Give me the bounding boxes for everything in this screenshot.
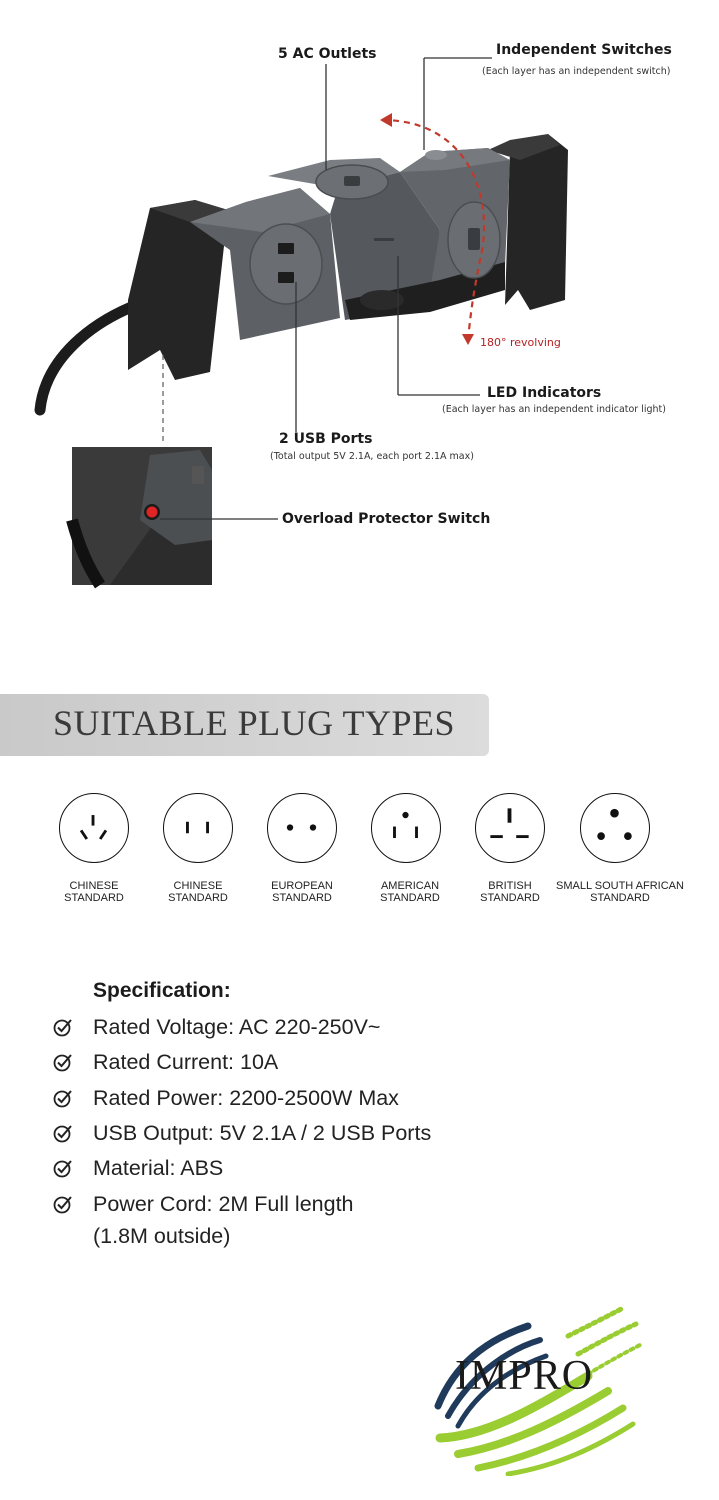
spec-item: Material: ABS [52, 1152, 223, 1184]
plug-label-south-african: SMALL SOUTH AFRICAN STANDARD [556, 880, 684, 904]
check-circle-icon [52, 1157, 74, 1179]
spec-item: Rated Voltage: AC 220-250V~ [52, 1011, 380, 1043]
callout-independent-switches: Independent Switches [496, 42, 672, 58]
spec-item: Rated Current: 10A [52, 1046, 278, 1078]
callout-led-note: (Each layer has an independent indicator light) [442, 404, 666, 415]
check-circle-icon [52, 1193, 74, 1215]
check-circle-icon [52, 1051, 74, 1073]
plug-label-european: EUROPEAN STANDARD [271, 880, 333, 904]
callout-usb-ports: 2 USB Ports [279, 431, 373, 447]
plug-label-american: AMERICAN STANDARD [380, 880, 440, 904]
chinese-3pin-plug-icon [59, 793, 129, 863]
spec-item-continuation: (1.8M outside) [93, 1224, 231, 1248]
specification-heading: Specification: [93, 979, 231, 1002]
usb-ports-panel [250, 224, 322, 304]
british-plug-icon [475, 793, 545, 863]
led-indicator [374, 238, 394, 241]
check-circle-icon [52, 1016, 74, 1038]
switch-knob [425, 150, 447, 160]
european-plug-icon [267, 793, 337, 863]
callout-revolving: 180° revolving [480, 336, 561, 349]
spec-item: Rated Power: 2200-2500W Max [52, 1082, 399, 1114]
chinese-2pin-plug-icon [163, 793, 233, 863]
callout-usb-note: (Total output 5V 2.1A, each port 2.1A max) [270, 451, 474, 462]
plug-label-chinese-2pin: CHINESE STANDARD [168, 880, 228, 904]
american-plug-icon [371, 793, 441, 863]
callout-ac-outlets: 5 AC Outlets [278, 46, 377, 62]
plug-label-british: BRITISH STANDARD [480, 880, 540, 904]
callout-switches-note: (Each layer has an independent switch) [482, 66, 671, 77]
check-circle-icon [52, 1122, 74, 1144]
right-end-cap [505, 134, 568, 310]
check-circle-icon [52, 1087, 74, 1109]
spec-item: Power Cord: 2M Full length [52, 1188, 354, 1220]
spec-item: USB Output: 5V 2.1A / 2 USB Ports [52, 1117, 431, 1149]
impro-logo-text: IMPRO [455, 1353, 594, 1399]
south-african-plug-icon [580, 793, 650, 863]
plug-label-chinese-3pin: CHINESE STANDARD [64, 880, 124, 904]
plug-types-title: SUITABLE PLUG TYPES [53, 703, 455, 743]
callout-overload-switch: Overload Protector Switch [282, 511, 491, 527]
product-illustration [0, 0, 719, 620]
overload-button [147, 507, 158, 518]
callout-led-indicators: LED Indicators [487, 385, 602, 401]
